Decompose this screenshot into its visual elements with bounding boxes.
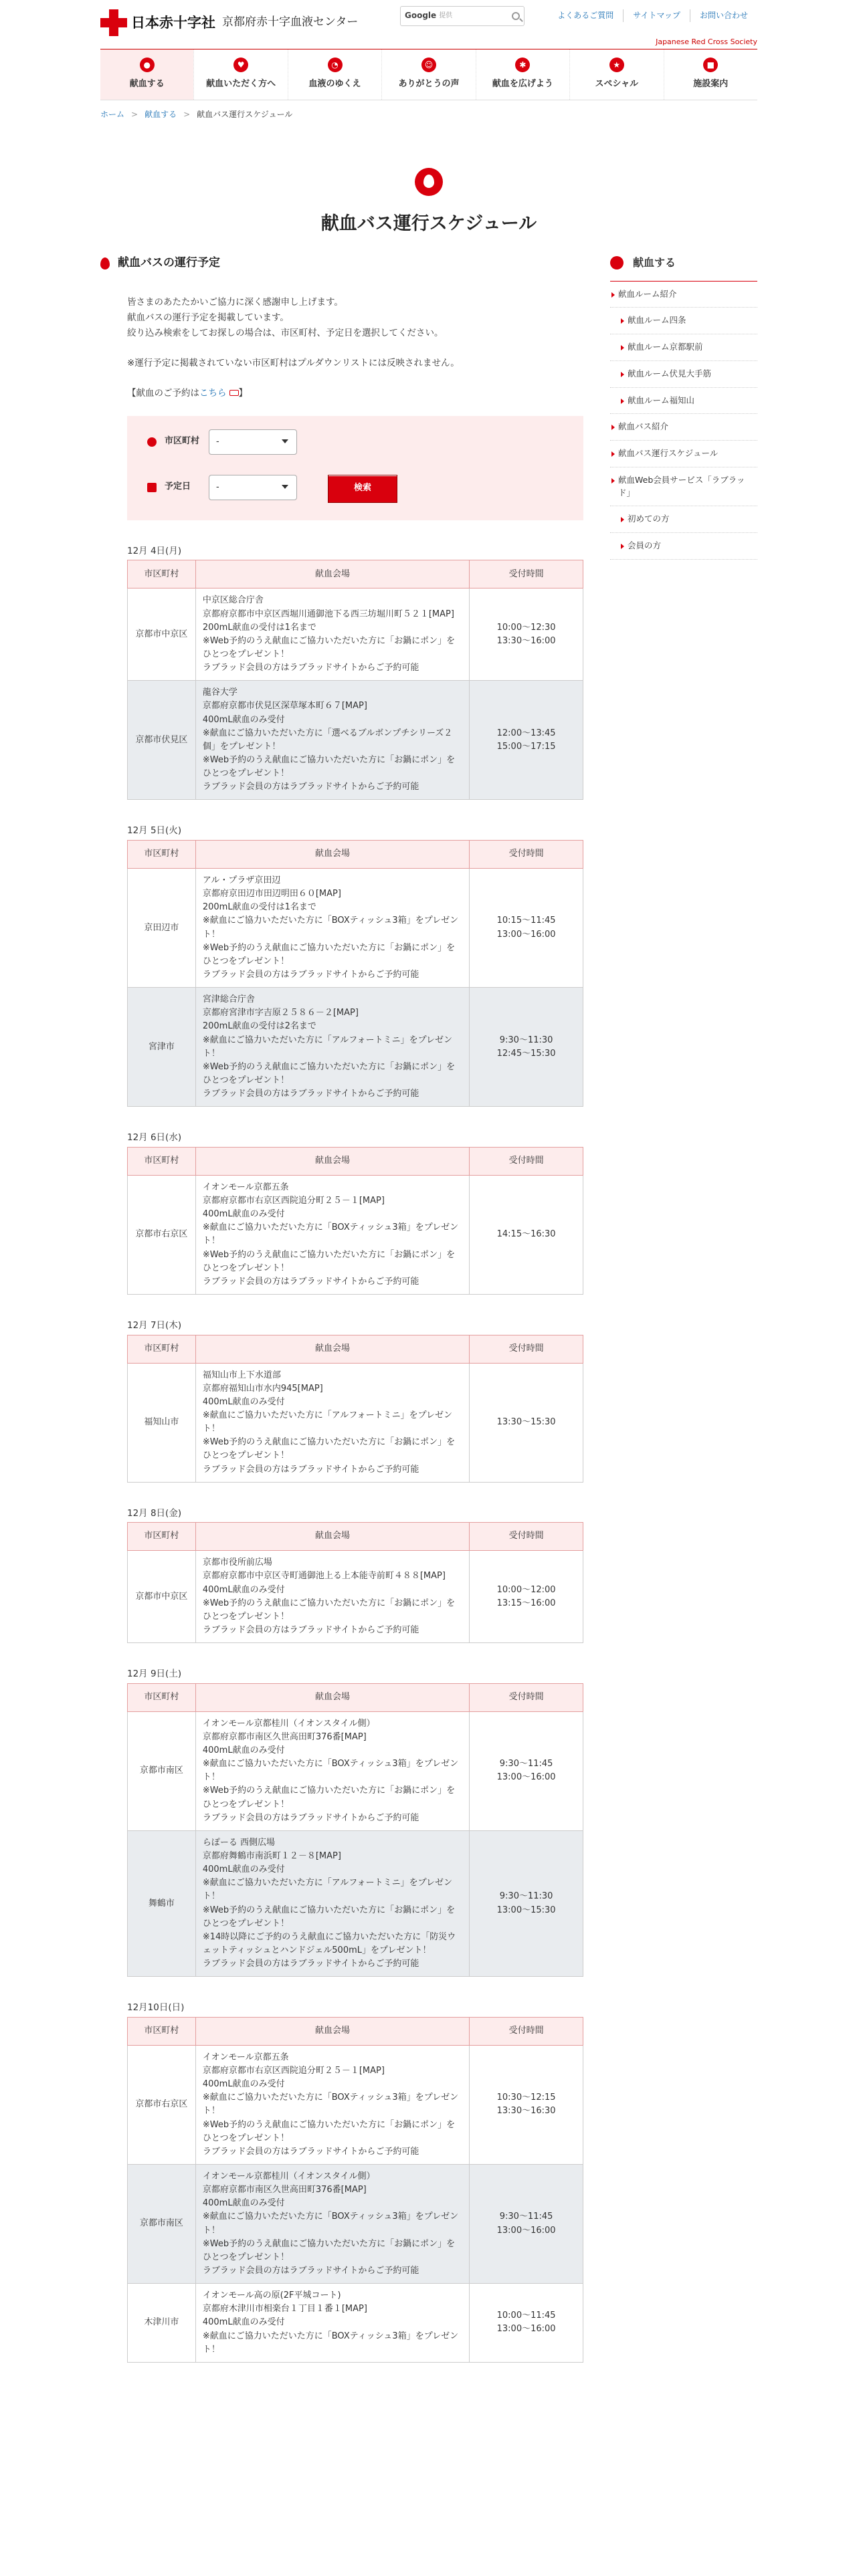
city-header: 市区町村 <box>128 1335 196 1363</box>
time-slot: 13:00～16:00 <box>496 2324 556 2335</box>
day-block <box>127 1507 583 1643</box>
time-header: 受付時間 <box>470 1147 583 1175</box>
time-cell <box>470 681 583 800</box>
calendar-icon <box>147 483 157 492</box>
schedule-list <box>100 544 583 2363</box>
sidebar-item[interactable]: 献血バス運行スケジュール <box>610 441 757 467</box>
day-block <box>127 824 583 1107</box>
time-slot: 13:15～16:00 <box>496 1598 556 1608</box>
intro-line: 献血バスの運行予定を掲載しています。 <box>127 312 289 324</box>
search-button[interactable]: 検索 <box>328 475 397 503</box>
venue-header: 献血会場 <box>195 1683 469 1711</box>
search-icon[interactable] <box>512 12 520 20</box>
faq-link[interactable]: よくあるご質問 <box>557 11 614 20</box>
schedule-table <box>127 1147 583 1295</box>
city-header: 市区町村 <box>128 2017 196 2045</box>
contact-link[interactable]: お問い合わせ <box>690 9 757 22</box>
city-header: 市区町村 <box>128 1523 196 1551</box>
time-header: 受付時間 <box>470 841 583 869</box>
intro-note: ※運行予定に掲載されていない市区町村はプルダウンリストには反映されません。 <box>127 358 460 368</box>
nav-blood-flow[interactable] <box>288 49 381 100</box>
building-icon: ■ <box>703 58 718 72</box>
time-header: 受付時間 <box>470 560 583 588</box>
city-select[interactable]: - <box>209 429 297 455</box>
city-cell: 京都市伏見区 <box>128 681 196 800</box>
venue-name: イオンモール京都桂川（イオンスタイル側） <box>202 1718 375 1729</box>
city-cell: 京田辺市 <box>128 869 196 988</box>
day-date: 12月 9日(土) <box>127 1669 182 1680</box>
time-slot: 13:00～16:00 <box>496 1772 556 1783</box>
table-row <box>128 1363 583 1482</box>
nav-special[interactable] <box>569 49 663 100</box>
venue-header: 献血会場 <box>195 841 469 869</box>
table-row <box>128 2165 583 2284</box>
nav-facilities[interactable] <box>664 49 757 100</box>
reservation-link[interactable]: こちら <box>199 387 227 399</box>
venue-line: 400mL献血のみ受付 <box>202 1745 285 1756</box>
venue-line: 400mL献血のみ受付 <box>202 2317 285 2328</box>
time-slot: 9:30～11:45 <box>499 2212 553 2222</box>
time-slot: 10:30～12:15 <box>496 2092 556 2103</box>
nav-label: ありがとうの声 <box>398 79 460 90</box>
nav-label: 献血を広げよう <box>492 79 553 90</box>
venue-line: 京都府京都市南区久世高田町376番[MAP] <box>202 2185 367 2195</box>
time-cell <box>470 2045 583 2164</box>
time-slot: 10:15～11:45 <box>496 916 556 926</box>
sidebar-item[interactable]: 献血バス紹介 <box>610 414 757 441</box>
venue-line: ラブラッド会員の方はラブラッドサイトからご予約可能 <box>202 663 419 673</box>
time-slot: 13:00～15:30 <box>496 1905 556 1915</box>
venue-name: 福知山市上下水道部 <box>202 1370 281 1380</box>
venue-cell <box>195 681 469 800</box>
venue-line: ラブラッド会員の方はラブラッドサイトからご予約可能 <box>202 1959 419 1969</box>
table-header-row <box>128 2017 583 2045</box>
venue-line: ※献血にご協力いただいた方に「BOXティッシュ3箱」をプレゼント！ <box>202 2212 459 2236</box>
venue-line: ※献血にご協力いただいた方に「選べるブルボンプチシリーズ２個」をプレゼント！ <box>202 728 453 752</box>
venue-line: ラブラッド会員の方はラブラッドサイトからご予約可能 <box>202 1276 419 1287</box>
main-content <box>100 254 583 2363</box>
time-slot: 9:30～11:30 <box>499 1035 553 1045</box>
venue-header: 献血会場 <box>195 560 469 588</box>
time-cell <box>470 2284 583 2363</box>
sidebar-item[interactable]: 献血ルーム福知山 <box>610 388 757 415</box>
day-date: 12月 8日(金) <box>127 1507 182 1519</box>
venue-line: ※献血にご協力いただいた方に「アルフォートミニ」をプレゼント！ <box>202 1878 453 1902</box>
intro-text <box>100 295 583 401</box>
city-cell: 舞鶴市 <box>128 1830 196 1976</box>
table-row <box>128 1711 583 1830</box>
city-cell: 京都市右京区 <box>128 2045 196 2164</box>
venue-cell <box>195 1363 469 1482</box>
venue-line: 京都府木津川市相楽台１丁目１番１[MAP] <box>202 2304 367 2315</box>
section-heading <box>100 254 583 272</box>
time-cell <box>470 1711 583 1830</box>
english-name: Japanese Red Cross Society <box>656 37 757 46</box>
search-input[interactable]: 提供 <box>439 12 453 19</box>
breadcrumb-donate[interactable]: 献血する <box>145 110 177 119</box>
time-slot: 10:00～11:45 <box>496 2311 556 2321</box>
venue-line: ※Web予約のうえ献血にご協力いただいた方に「お鍋にポン」をひとつをプレゼント！ <box>202 1598 456 1622</box>
city-cell: 福知山市 <box>128 1363 196 1482</box>
venue-name: イオンモール京都桂川（イオンスタイル側） <box>202 2171 375 2181</box>
venue-line: ※Web予約のうえ献血にご協力いただいた方に「お鍋にポン」をひとつをプレゼント！ <box>202 2119 456 2143</box>
time-slot: 12:45～15:30 <box>496 1048 556 1059</box>
header-links <box>548 9 757 22</box>
day-date: 12月 7日(木) <box>127 1320 182 1331</box>
time-header: 受付時間 <box>470 1523 583 1551</box>
table-row <box>128 988 583 1107</box>
venue-cell <box>195 2045 469 2164</box>
sidebar-item[interactable]: 献血ルーム四条 <box>610 308 757 334</box>
people-icon: ✱ <box>515 58 530 72</box>
time-header: 受付時間 <box>470 1683 583 1711</box>
venue-cell <box>195 1551 469 1643</box>
venue-line: 京都府宮津市字吉原２５８６－２[MAP] <box>202 1008 359 1018</box>
city-filter-row <box>147 429 297 455</box>
table-row <box>128 1175 583 1294</box>
time-slot: 13:30～16:30 <box>496 2106 556 2117</box>
table-row <box>128 1551 583 1643</box>
city-header: 市区町村 <box>128 1683 196 1711</box>
nav-label: 献血する <box>129 79 165 90</box>
time-slot: 9:30～11:45 <box>499 1759 553 1769</box>
venue-line: ※献血にご協力いただいた方に「BOXティッシュ3箱」をプレゼント！ <box>202 2092 459 2117</box>
time-slot: 15:00～17:15 <box>496 741 556 752</box>
time-slot: 9:30～11:30 <box>499 1891 553 1902</box>
day-block <box>127 1131 583 1295</box>
sidebar-item[interactable]: 献血ルーム京都駅前 <box>610 334 757 361</box>
venue-line: 400mL献血のみ受付 <box>202 2079 285 2090</box>
blood-drop-icon <box>610 256 624 270</box>
day-block <box>127 1319 583 1483</box>
venue-line: ラブラッド会員の方はラブラッドサイトからご予約可能 <box>202 1089 419 1099</box>
venue-line: ※Web予約のうえ献血にご協力いただいた方に「お鍋にポン」をひとつをプレゼント！ <box>202 1905 456 1929</box>
venue-line: 京都府京都市中京区西堀川通御池下る西三坊堀川町５２１[MAP] <box>202 609 454 619</box>
table-header-row <box>128 1147 583 1175</box>
venue-line: 400mL献血のみ受付 <box>202 714 285 725</box>
title-area <box>100 168 757 238</box>
day-date: 12月10日(日) <box>127 2002 185 2014</box>
blood-drop-icon <box>147 437 157 447</box>
intro-line: 絞り込み検索をしてお探しの場合は、市区町村、予定日を選択してください。 <box>127 328 444 339</box>
venue-line: 400mL献血のみ受付 <box>202 1209 285 1220</box>
nav-thanks[interactable] <box>381 49 475 100</box>
venue-line: 京都府京都市伏見区深草塚本町６７[MAP] <box>202 701 367 712</box>
venue-line: ラブラッド会員の方はラブラッドサイトからご予約可能 <box>202 970 419 980</box>
city-cell: 京都市南区 <box>128 1711 196 1830</box>
venue-line: 京都府舞鶴市南浜町１２－８[MAP] <box>202 1851 341 1862</box>
time-slot: 14:15～16:30 <box>496 1229 556 1240</box>
sidebar-item[interactable]: 会員の方 <box>610 533 757 560</box>
venue-header: 献血会場 <box>195 1147 469 1175</box>
city-cell: 宮津市 <box>128 988 196 1107</box>
time-cell <box>470 2165 583 2284</box>
blood-drop-icon <box>100 257 110 270</box>
venue-cell <box>195 588 469 681</box>
city-header: 市区町村 <box>128 841 196 869</box>
city-header: 市区町村 <box>128 560 196 588</box>
time-cell <box>470 869 583 988</box>
nav-spread[interactable] <box>476 49 569 100</box>
time-slot: 13:30～16:00 <box>496 635 556 646</box>
venue-line: ※Web予約のうえ献血にご協力いただいた方に「お鍋にポン」をひとつをプレゼント！ <box>202 755 456 779</box>
site-header <box>100 0 757 49</box>
schedule-table <box>127 1683 583 1977</box>
filter-panel <box>127 416 583 520</box>
page-title: 献血バス運行スケジュール <box>320 213 537 235</box>
venue-name: イオンモール高の原(2F平城コート) <box>202 2290 341 2301</box>
venue-line: 京都府京田辺市田辺明田６０[MAP] <box>202 889 341 899</box>
global-nav <box>100 49 757 100</box>
venue-cell <box>195 1830 469 1976</box>
reservation-suffix: 】 <box>238 387 248 399</box>
table-row <box>128 2045 583 2164</box>
venue-line: 京都府京都市右京区西院追分町２５－１[MAP] <box>202 2066 385 2076</box>
site-logo[interactable] <box>100 9 358 36</box>
time-cell <box>470 1830 583 1976</box>
venue-line: ※献血にご協力いただいた方に「アルフォートミニ」をプレゼント！ <box>202 1035 453 1059</box>
schedule-table <box>127 2017 583 2363</box>
venue-line: ※14時以降にご予約のうえ献血にご協力いただいた方に「防災ウェットティッシュとハンドジェル500mL」をプレゼント！ <box>202 1931 456 1955</box>
venue-line: 京都府京都市右京区西院追分町２５－１[MAP] <box>202 1196 385 1206</box>
venue-cell <box>195 869 469 988</box>
schedule-table <box>127 1335 583 1483</box>
nav-donate[interactable] <box>100 49 193 100</box>
breadcrumb-current: 献血バス運行スケジュール <box>197 110 293 119</box>
city-cell: 京都市右京区 <box>128 1175 196 1294</box>
time-slot: 10:00～12:00 <box>496 1584 556 1595</box>
time-header: 受付時間 <box>470 1335 583 1363</box>
venue-line: 200mL献血の受付は1名まで <box>202 902 316 913</box>
sidebar-title <box>610 254 757 282</box>
city-cell: 木津川市 <box>128 2284 196 2363</box>
venue-name: アル・プラザ京田辺 <box>202 875 281 886</box>
venue-line: ※献血にご協力いただいた方に「BOXティッシュ3箱」をプレゼント！ <box>202 2331 459 2355</box>
venue-cell <box>195 1175 469 1294</box>
venue-name: 龍谷大学 <box>202 687 237 698</box>
venue-line: 京都府京都市中京区寺町通御池上る上本能寺前町４８８[MAP] <box>202 1571 446 1582</box>
venue-cell <box>195 1711 469 1830</box>
schedule-table <box>127 840 583 1107</box>
venue-name: らぽーる 西側広場 <box>202 1837 275 1848</box>
venue-line: 400mL献血のみ受付 <box>202 2198 285 2209</box>
nav-label: 施設案内 <box>693 79 729 90</box>
nav-for-donors[interactable] <box>193 49 287 100</box>
sidebar-title-text: 献血する <box>633 256 676 269</box>
table-header-row <box>128 1523 583 1551</box>
city-cell: 京都市中京区 <box>128 588 196 681</box>
time-cell <box>470 588 583 681</box>
city-label: 市区町村 <box>165 436 200 447</box>
center-name: 京都府赤十字血液センター <box>222 15 359 29</box>
table-row <box>128 1830 583 1976</box>
venue-header: 献血会場 <box>195 1523 469 1551</box>
venue-line: ※Web予約のうえ献血にご協力いただいた方に「お鍋にポン」をひとつをプレゼント！ <box>202 1249 456 1273</box>
date-select[interactable]: - <box>209 475 297 500</box>
venue-line: ※献血にご協力いただいた方に「BOXティッシュ3箱」をプレゼント！ <box>202 916 459 940</box>
venue-line: ラブラッド会員の方はラブラッドサイトからご予約可能 <box>202 2265 419 2276</box>
venue-line: ※献血にご協力いただいた方に「アルフォートミニ」をプレゼント！ <box>202 1410 453 1434</box>
table-row <box>128 681 583 800</box>
table-header-row <box>128 1683 583 1711</box>
star-icon: ★ <box>609 58 624 72</box>
time-cell <box>470 1175 583 1294</box>
venue-header: 献血会場 <box>195 1335 469 1363</box>
table-header-row <box>128 1335 583 1363</box>
venue-line: 400mL献血のみ受付 <box>202 1396 285 1407</box>
venue-name: イオンモール京都五条 <box>202 2052 289 2062</box>
venue-line: 京都府京都市南区久世高田町376番[MAP] <box>202 1731 367 1742</box>
venue-cell <box>195 2165 469 2284</box>
venue-line: ※Web予約のうえ献血にご協力いただいた方に「お鍋にポン」をひとつをプレゼント！ <box>202 1786 456 1810</box>
venue-line: 200mL献血の受付は2名まで <box>202 1021 316 1032</box>
venue-line: ※Web予約のうえ献血にご協力いただいた方に「お鍋にポン」をひとつをプレゼント！ <box>202 942 456 966</box>
intro-line: 皆さまのあたたかいご協力に深く感謝申し上げます。 <box>127 297 343 308</box>
venue-line: ※Web予約のうえ献血にご協力いただいた方に「お鍋にポン」をひとつをプレゼント！ <box>202 635 456 660</box>
venue-line: 200mL献血の受付は1名まで <box>202 622 316 633</box>
table-row <box>128 588 583 681</box>
sidebar-item[interactable]: 初めての方 <box>610 506 757 533</box>
breadcrumb-home[interactable]: ホーム <box>100 110 125 119</box>
venue-line: ラブラッド会員の方はラブラッドサイトからご予約可能 <box>202 1625 419 1636</box>
city-header: 市区町村 <box>128 1147 196 1175</box>
venue-name: イオンモール京都五条 <box>202 1182 289 1192</box>
city-cell: 京都市中京区 <box>128 1551 196 1643</box>
red-cross-icon <box>100 9 127 36</box>
day-block <box>127 2001 583 2363</box>
venue-line: ※Web予約のうえ献血にご協力いただいた方に「お鍋にポン」をひとつをプレゼント！ <box>202 1061 456 1085</box>
search-brand: Google <box>405 11 437 21</box>
time-slot: 12:00～13:45 <box>496 728 556 738</box>
venue-line: ※Web予約のうえ献血にご協力いただいた方に「お鍋にポン」をひとつをプレゼント！ <box>202 2238 456 2262</box>
sidebar <box>610 254 757 560</box>
time-header: 受付時間 <box>470 2017 583 2045</box>
day-date: 12月 6日(水) <box>127 1132 182 1144</box>
sidebar-item[interactable]: 献血Web会員サービス「ラブラッド」 <box>610 467 757 507</box>
sidebar-item[interactable]: 献血ルーム伏見大手筋 <box>610 361 757 388</box>
time-slot: 13:30～15:30 <box>496 1417 556 1428</box>
venue-header: 献血会場 <box>195 2017 469 2045</box>
heart-icon: ♥ <box>233 58 248 72</box>
table-row <box>128 869 583 988</box>
breadcrumb: ホーム > 献血する > 献血バス運行スケジュール <box>100 110 293 119</box>
venue-line: 400mL献血のみ受付 <box>202 1864 285 1875</box>
table-row <box>128 2284 583 2363</box>
page-wrapper <box>100 0 757 2355</box>
blood-drop-icon: ● <box>140 58 155 72</box>
time-slot: 13:00～16:00 <box>496 2225 556 2236</box>
time-slot: 10:00～12:30 <box>496 622 556 633</box>
table-header-row <box>128 841 583 869</box>
venue-line: ※献血にご協力いただいた方に「BOXティッシュ3箱」をプレゼント！ <box>202 1222 459 1247</box>
time-cell <box>470 1551 583 1643</box>
venue-line: 京都府福知山市水内945[MAP] <box>202 1383 323 1394</box>
schedule-table <box>127 1522 583 1643</box>
table-header-row <box>128 560 583 588</box>
venue-name: 京都市役所前広場 <box>202 1558 272 1568</box>
sidebar-menu <box>610 282 757 560</box>
venue-line: ※献血にご協力いただいた方に「BOXティッシュ3箱」をプレゼント！ <box>202 1759 459 1783</box>
venue-line: ラブラッド会員の方はラブラッドサイトからご予約可能 <box>202 782 419 792</box>
venue-line: ラブラッド会員の方はラブラッドサイトからご予約可能 <box>202 2146 419 2157</box>
day-block <box>127 544 583 800</box>
date-filter-row <box>147 475 297 500</box>
day-date: 12月 5日(火) <box>127 825 182 837</box>
site-search-box[interactable] <box>400 6 524 26</box>
nav-label: スペシャル <box>595 79 639 90</box>
time-cell <box>470 1363 583 1482</box>
venue-line: 400mL献血のみ受付 <box>202 1584 285 1595</box>
venue-cell <box>195 2284 469 2363</box>
date-label: 予定日 <box>165 481 191 492</box>
time-cell <box>470 988 583 1107</box>
day-date: 12月 4日(月) <box>127 545 182 556</box>
day-block <box>127 1667 583 1977</box>
venue-line: ラブラッド会員の方はラブラッドサイトからご予約可能 <box>202 1812 419 1823</box>
blood-drop-icon <box>415 168 443 196</box>
venue-line: ※Web予約のうえ献血にご協力いただいた方に「お鍋にポン」をひとつをプレゼント！ <box>202 1437 456 1461</box>
flow-icon: ◔ <box>328 58 343 72</box>
venue-name: 中京区総合庁舎 <box>202 595 264 606</box>
sidebar-item[interactable]: 献血ルーム紹介 <box>610 282 757 308</box>
section-title: 献血バスの運行予定 <box>118 256 220 270</box>
reservation-prefix: 【献血のご予約は <box>127 387 199 399</box>
org-name: 日本赤十字社 <box>131 14 215 31</box>
reservation-line <box>127 386 583 401</box>
sitemap-link[interactable]: サイトマップ <box>623 9 690 22</box>
smile-icon: ☺ <box>421 58 436 72</box>
venue-line: ラブラッド会員の方はラブラッドサイトからご予約可能 <box>202 1464 419 1475</box>
nav-label: 献血いただく方へ <box>206 79 276 90</box>
schedule-table <box>127 560 583 800</box>
venue-cell <box>195 988 469 1107</box>
external-link-icon <box>229 390 239 396</box>
city-cell: 京都市南区 <box>128 2165 196 2284</box>
nav-label: 血液のゆくえ <box>308 79 361 90</box>
venue-name: 宮津総合庁舎 <box>202 994 255 1005</box>
time-slot: 13:00～16:00 <box>496 929 556 940</box>
